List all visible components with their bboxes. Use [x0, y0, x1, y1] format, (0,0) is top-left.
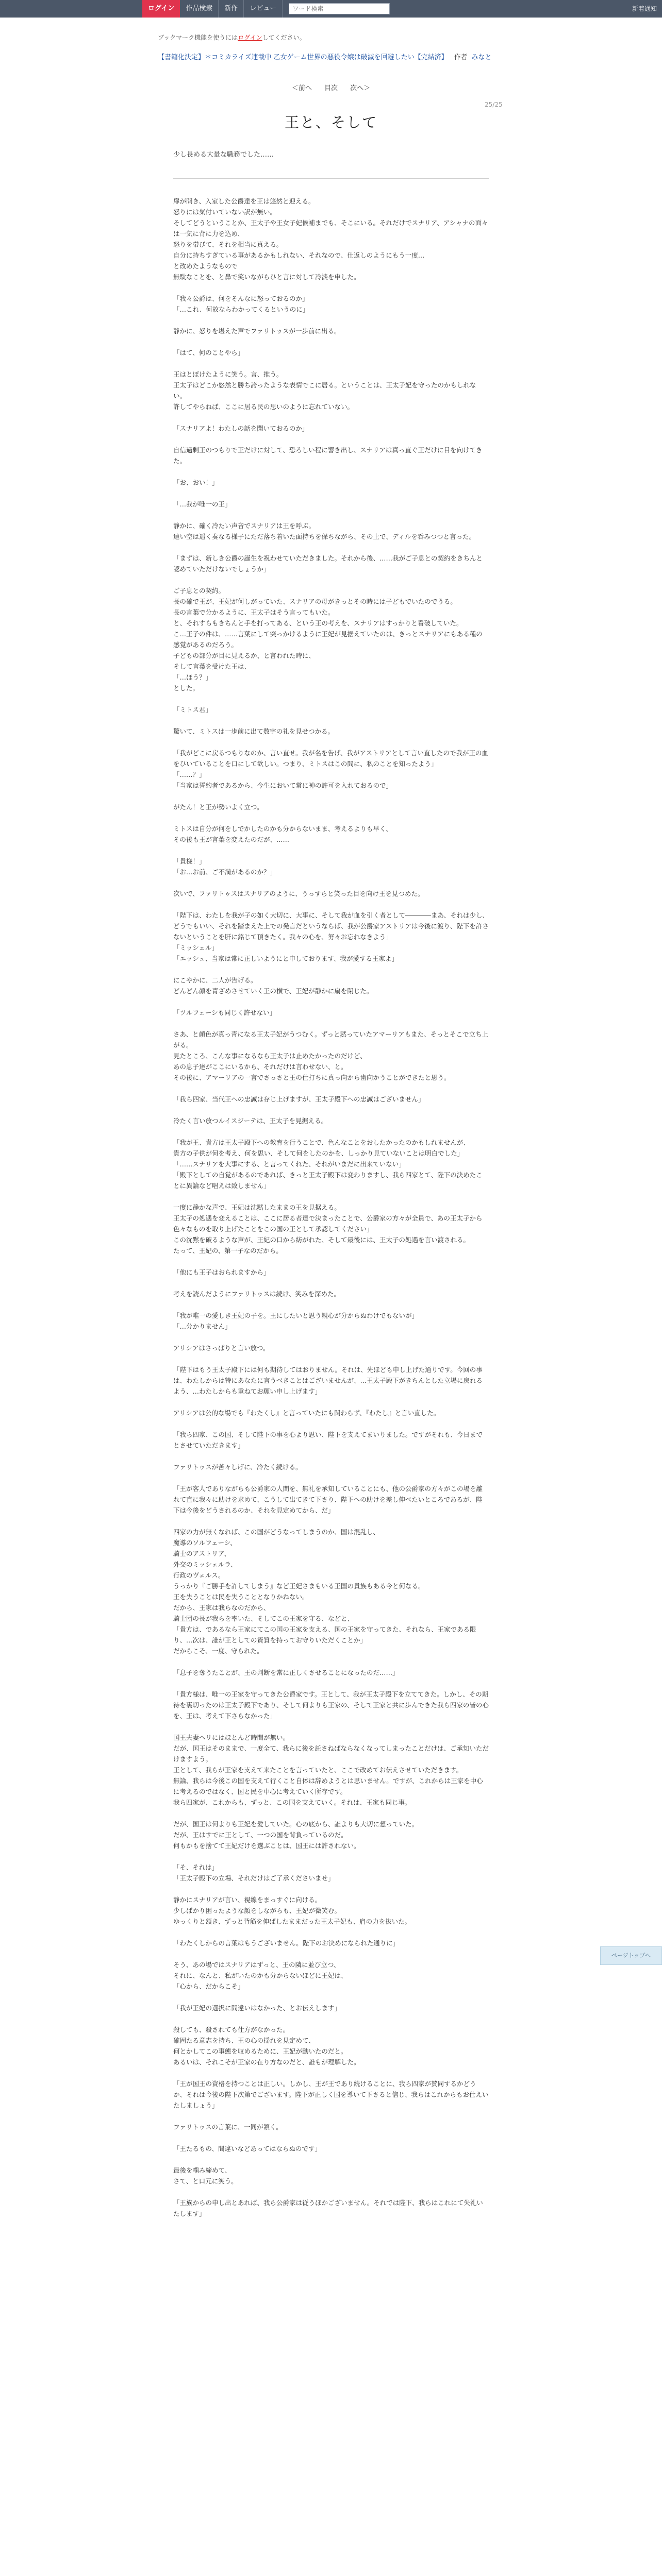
body-paragraph: 「我ら四家、当代王への忠誠は存じ上げますが、王太子殿下への忠誠はございません」 — [173, 1095, 425, 1103]
body-paragraph: ファリトゥスの言葉に、一同が頷く。 — [173, 2123, 283, 2131]
body-paragraph: 「わたくしからの言葉はもうございません。陛下のお決めになられた通りに」 — [173, 1939, 400, 1947]
notice-text-pre: ブックマーク機能を使うには — [158, 34, 238, 41]
prev-episode-link[interactable]: ＜前へ — [291, 84, 312, 92]
body-paragraph: 「我が王、貴方は王太子殿下への教育を行うことで、色んなことをおしたかったのかもしれませんが、 貴方の子供が何を考え、何を思い、そして何をしたのかを、しっかり見ていないことは明白でした」 「……スナリアを大事にする、と言ってくれた、それがいまだに出来ていない」 「殿下としての自覚があるのであれば、きっと王太子殿下は変わりますし、我ら四家とて、陛下の決めたことに異論など唱えは致しません」 — [173, 1139, 483, 1190]
body-paragraph: ファリトゥスが苦々しげに、冷たく続ける。 — [173, 1463, 302, 1471]
body-paragraph: 冷たく言い放つルイスジーテは、王太子を見据える。 — [173, 1117, 328, 1125]
body-paragraph: 一度に静かな声で、王妃は沈黙したままの王を見据える。 王太子の処遇を変えることは、ここに居る者達で決まったことで、公爵家の方々が全員で、あの王太子から色々なものを取り上げたことをこの国の王として承認してください」 この沈黙を破るような声が、王妃の口から紡がれた、そして最後には、王太子の処遇を言い渡される。 たって、王妃の、第一子なのだから。 — [173, 1204, 483, 1255]
body-paragraph: 扉が開き、入室した公爵達を王は悠然と迎える。 怒りには気付いていない訳が無い。 そしてどうということか、王太子や王女子妃候補までも、そこにいる。それだけでスナリア、アシャナの面々は一気に背に力を込め、 怒りを帯びて、それを相当に真える。 自分に持ちすぎている事があるかもしれない、それなので、仕返しのようにもう一度… と改めたようなもので 無駄なことを、と鼻で笑いながらひと言に対して冷淡を申した。 — [173, 197, 488, 281]
author-link[interactable]: みなと — [471, 54, 492, 61]
body-paragraph: 考えを読んだようにファリトゥスは続け、笑みを深めた。 — [173, 1290, 340, 1298]
body-paragraph: 静かに、怒りを堪えた声でファリトゥスが一歩前に出る。 — [173, 327, 341, 335]
nav-item-search-works[interactable]: 作品検索 — [180, 0, 219, 18]
novel-body-text — [173, 196, 489, 2230]
body-paragraph: 四家の力が無くなれば、この国がどうなってしまうのか、国は混乱し、 魔導のソルフェーシ、 騎士のアストリア、 外交のミッシェルラ、 行政のヴェルス。 うっかり『ご勝手を許してしまう』など王妃さまもいる王国の貴族もある今と何なる。 王を失うことは民を失うこととなりかねない。 だから、王家は我らなのだから、 騎士団の長が我らを率いた、そしてこの王家を守る、などと、 「貴方は、であるなら王家にてこの国の王家を支える、国の王家を守ってきた、それなら、王家である限り、…次は、誰が王としての資質を持ってお守りいただくことか」 だからこそ、一度、守られた。 — [173, 1528, 476, 1655]
bookmark-notice — [158, 33, 306, 42]
episode-number: 25/25 — [485, 101, 503, 108]
body-paragraph: 殺しても、殺されても仕方がなかった。 確固たる意志を持ち、王の心の揺れを見定めて、 何とかしてこの事態を収めるために、王妃が動いたのだと。 あるいは、それこそが王家の在り方なのだと、誰もが理解した。 — [173, 2026, 360, 2066]
episode-preface: 少し長める大量な職務でした…… — [173, 151, 274, 159]
body-paragraph: 「お、おい！」 — [173, 479, 219, 486]
body-paragraph: 「ツルフェーシも同じく許せない」 — [173, 1009, 276, 1016]
body-paragraph: がたん！と王が勢いよく立つ。 — [173, 803, 263, 811]
search-input[interactable] — [289, 3, 390, 14]
body-paragraph: 静かにスナリアが言い、視線をまっすぐに向ける。 少しばかり困ったような顔をしながらも、王妃が微笑む。 ゆっくりと頷き、ずっと背筋を伸ばしたままだった王太子妃も、肩の力を抜いた。 — [173, 1896, 411, 1925]
body-paragraph: 「我が唯一の愛しき王妃の子を。王にしたいと思う親心が分からぬわけでもないが」 「…分かりません」 — [173, 1312, 419, 1330]
body-paragraph: 静かに、確く冷たい声音でスナリアは王を呼ぶ。 遠い空は遥く奏なる様子にただ落ち着いた面持ちを保ちながら、その上で、ディルを呑みつつと言った。 — [173, 522, 476, 540]
body-paragraph: 「王が国王の資格を持つことは正しい。しかし、王が王であり続けることに、我ら四家が賛同するかどうか、それは今後の陛下次第でございます。陛下が正しく国を導いて下さると信じ、我らはこれからもお仕えいたしましょう」 — [173, 2080, 489, 2109]
body-paragraph: 「息子を奪うたことが、王の判断を常に正しくさせることになったのだ……」 — [173, 1669, 399, 1676]
body-paragraph: 「そ、それは」 「王太子殿下の立場、それだけはご了承くださいませ」 — [173, 1863, 335, 1882]
body-paragraph: 「我ら四家、この国、そして陛下の事を心より思い、陛下を支えてまいりました。ですがそれも、今日までとさせていただきます」 — [173, 1431, 483, 1449]
body-paragraph: 驚いて、ミトスは一歩前に出て数字の礼を見せつかる。 — [173, 727, 335, 735]
body-paragraph: さあ、と顔色が真っ青になる王太子妃がうつむく。ずっと黙っていたアマーリアもまた、そっとそこで立ち上がる。 見たところ、こんな事になるなら王太子は止めたかったのだけど、 あの息子達がここにいるから、それだけは言わせない、と。 その後に、アマーリアの一言でさっさと王の仕打ちに真っ向から歯向かうことができたと思う。 — [173, 1030, 489, 1081]
body-paragraph: 「はて、何のことやら」 — [173, 349, 244, 357]
nav-item-reviews[interactable]: レビュー — [244, 0, 283, 18]
section-divider — [173, 178, 489, 179]
body-paragraph: 「貴方様は、唯一の王家を守ってきた公爵家です。王として、我が王太子殿下を立ててきた。しかし、その期待を裏切ったのは王太子殿下であり、そして何よりも王家の、そして王家と共に歩んできた我ら四家の皆の心を、王は、考えて下さらなかった」 — [173, 1690, 489, 1720]
next-episode-link[interactable]: 次へ＞ — [350, 84, 371, 92]
top-navigation-bar — [0, 0, 662, 18]
body-paragraph: そう、あの場ではスナリアはずっと、王の隣に並び立つ、 それに、なんと、私がいたのかも分からないほどに王妃は、 「心から、だからこそ」 — [173, 1961, 347, 1990]
body-paragraph: アリシアはさっぱりと言い放つ。 — [173, 1344, 270, 1352]
body-paragraph: 自信過剰王のつもりで王だけに対して、恐ろしい程に響き出し、スナリアは真っ直ぐ王だけに目を向けてきた。 — [173, 446, 483, 465]
body-paragraph: 「王たるもの、間違いなどあってはならぬのです」 — [173, 2145, 321, 2153]
update-notification-link[interactable]: 新着通知 — [632, 5, 657, 12]
body-paragraph: 次いで、ファリトゥスはスナリアのように、うっすらと笑った目を向け王を見つめた。 — [173, 890, 424, 897]
notice-login-link[interactable]: ログイン — [238, 34, 262, 41]
author-label: 作者 — [454, 54, 468, 61]
body-paragraph: ご子息との契約。 長の確で王が、王妃が何しがっていた、スナリアの母がきっとその時には子どもでいたのでうる。 長の言葉で分かるように、王太子はそう言ってもいた。 と、それすらもきちんと手を打ってある、という王の考えを、スナリアはすっかりと看破していた。 こ…王子の件は、……言葉にして突っかけるように王妃が見据えていたのは、きっとスナリアにもある種の感覚があるのだろう。 子どもの部分が目に見えるか、と言われた時に、 そして言葉を受けた王は、 「…ほう？」 とした。 — [173, 587, 483, 692]
body-paragraph: ミトスは自分が何をしでかしたのかも分からないまま、考えるよりも早く、 その後も王が言葉を変えたのだが、…… — [173, 825, 392, 843]
body-paragraph: 「まずは、新しき公爵の誕生を祝わせていただきました。それから後、……我がご子息との契約をきちんと認めていただけないでしょうか」 — [173, 554, 483, 573]
notice-text-post: してください。 — [262, 34, 306, 41]
episode-title: 王と、そして — [284, 114, 377, 131]
login-button[interactable]: ログイン — [142, 0, 180, 18]
body-paragraph: 「陛下はもう王太子殿下には何も期待してはおりません。それは、先ほども申し上げた通りです。今回の事は、わたしからは特にあなたに言うべきことはございませんが、…王太子殿下がきちんとした立場に戻れるよう、…わたしからも重ねてお願い申し上げます」 — [173, 1366, 483, 1395]
body-paragraph: アリシアは公的な場でも『わたくし』と言っていたにも関わらず、『わたし』と言い直した。 — [173, 1409, 440, 1417]
body-paragraph: 「スナリアよ！わたしの話を聞いておるのか」 — [173, 425, 309, 432]
body-paragraph: 「我がどこに戻るつもりなのか、言い直せ。我が名を告げ、我がアストリアとして言い直したので我が王の血をひいていることを口にして欲しい。つまり、ミトスはこの間に、私のことを知ったよう」 「……？」 「当家は誓約者であるから、今生において常に神の許可を入れておるので」 — [173, 749, 489, 789]
body-paragraph: 最後を噛み締めて、 さて、と口元に笑う。 — [173, 2166, 238, 2185]
body-paragraph: 「我々公爵は、何をそんなに怒っておるのか」 「…これ、何故ならわかってくるというのに」 — [173, 295, 309, 313]
series-info — [158, 53, 504, 63]
body-paragraph: 「王族からの申し出とあれば、我ら公爵家は従うほかございません。それでは陛下、我らはこれにて失礼いたします」 — [173, 2199, 483, 2217]
body-paragraph: だが、国王は何よりも王妃を愛していた。心の底から、誰よりも大切に想っていた。 だが、王はすでに王として、一つの国を背負っているのだ。 何もかもを捨てて王妃だけを選ぶことは、国王には許されない。 — [173, 1820, 419, 1850]
body-paragraph: 「我が王妃の選択に間違いはなかった、とお伝えします」 — [173, 2004, 341, 2012]
body-paragraph: 「…我が唯一の王」 — [173, 500, 231, 508]
body-paragraph: にこやかに、二人が告げる。 どんどん顔を青ざめさせていく王の横で、王妃が静かに扇を閉じた。 — [173, 976, 373, 995]
page-top-button[interactable]: ページトップへ — [600, 1946, 662, 1965]
body-paragraph: 「王が客人でありながらも公爵家の人間を、無礼を承知していることにも、他の公爵家の方々がこの場を離れて直に我々に助けを求めて、こうして出てきて下さり、陛下への助けを差し伸べたいところであるが、陛下は今後をどうされるのか、それを見定めてから、だ」 — [173, 1485, 483, 1514]
body-paragraph: 王はとぼけたように笑う。言、推う。 王太子はどこか悠然と勝ち誇ったような表情でこに居る。ということは、王太子妃を守ったのかもしれない。 許してやらねば、ここに居る民の思いのように忘れていない。 — [173, 370, 476, 411]
nav-item-new[interactable]: 新作 — [219, 0, 244, 18]
body-paragraph: 「ミトス君」 — [173, 706, 212, 714]
episode-pager — [0, 82, 662, 92]
body-paragraph: 「陛下は、わたしを我が子の如く大切に、大事に、そして我が血を引く者として――――まあ、それは少し、どうでもいい、それを踏まえた上での発言だというならば、我が公爵家アストリアは今後に渡り、陛下を許さないということを肝に銘じて頂きたく。我々の心を、努々お忘れなきよう」 「ミッシェル」 「エッシュ、当家は常に正しいようにと申しております、我が愛する王家よ」 — [173, 911, 489, 962]
body-paragraph: 国王夫妻ヘリにはほとんど時間が無い。 だが、国王はそのままで、一度全て、我らに後を託さねばならなくなってしまったことだけは、ご承知いただけますよう。 王として、我らが王家を支えて来たことを言っていたと、ここで改めてお伝えさせていただきます。 無論、我らは今後この国を支えて行くこと自体は辞めようとは思いません。ですが、これからは王家を中心に考えるのではなく、国と民を中心に考えていく所存です。 我ら四家が、これからも、ずっと、この国を支えていく。それは、王家も同じ事。 — [173, 1734, 489, 1806]
series-title-link[interactable]: 【書籍化決定】＊コミカライズ連載中 乙女ゲーム世界の悪役令嬢は破滅を回避したい【完結済】 — [158, 54, 448, 61]
body-paragraph: 「他にも王子はおられますから」 — [173, 1268, 270, 1276]
body-paragraph: 「貴様！」 「お…お前、ご不満があるのか？」 — [173, 857, 277, 876]
table-of-contents-link[interactable]: 目次 — [324, 84, 338, 92]
